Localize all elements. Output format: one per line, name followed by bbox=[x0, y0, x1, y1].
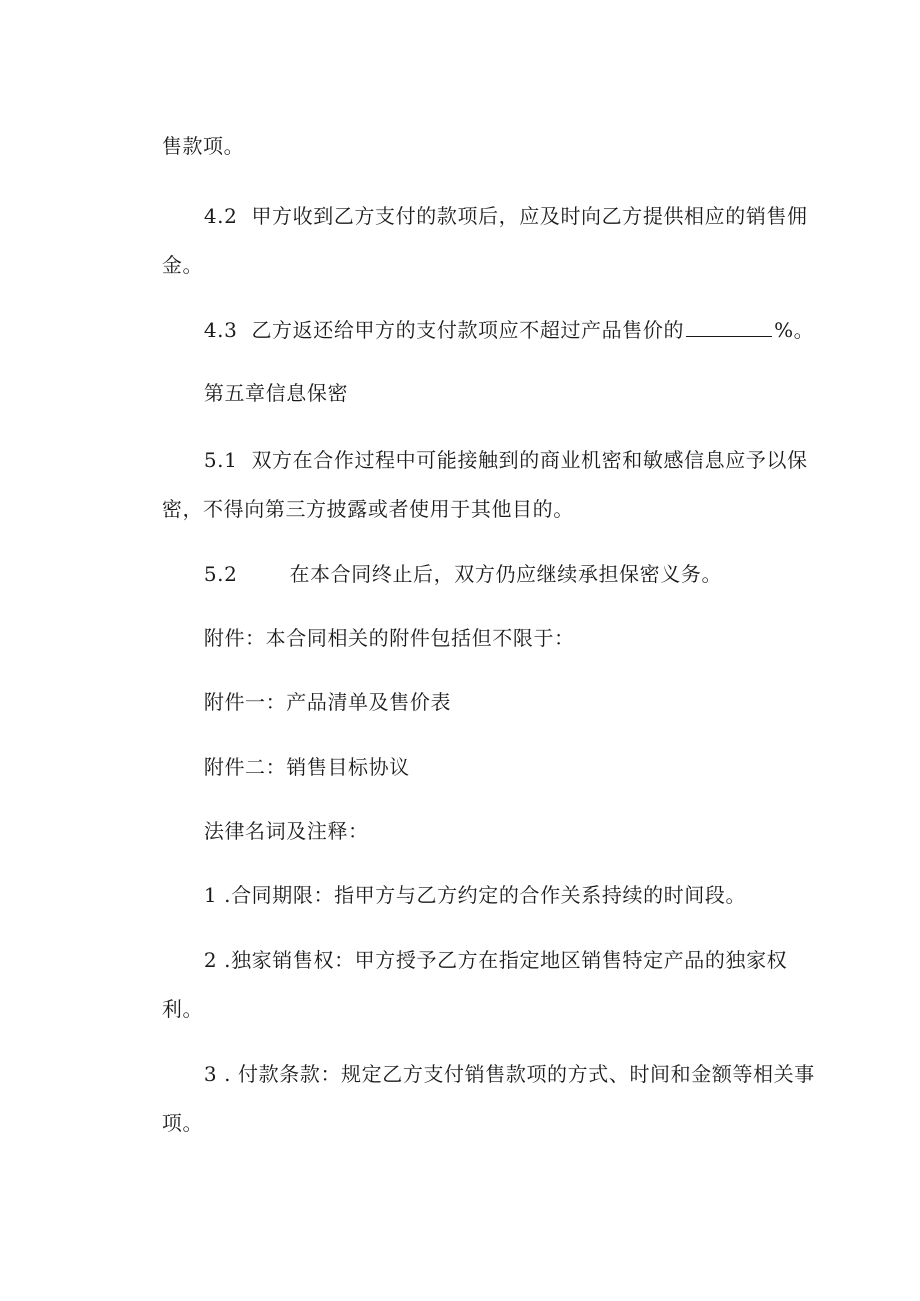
fill-in-blank bbox=[686, 318, 772, 337]
clause-text: 乙方返还给甲方的支付款项应不超过产品售价的 bbox=[251, 318, 685, 342]
line-text: 附件：本合同相关的附件包括但不限于： bbox=[203, 626, 575, 650]
line-text: 金。 bbox=[161, 253, 204, 277]
clause-number: 5.1 bbox=[203, 448, 238, 472]
line-text: 附件二：销售目标协议 bbox=[203, 755, 410, 779]
paragraph-line bbox=[134, 229, 203, 301]
clause-number: 4.2 bbox=[203, 204, 238, 228]
attachment-2 bbox=[176, 731, 410, 803]
clause-5-2 bbox=[176, 538, 722, 610]
line-text: 法律名词及注释： bbox=[203, 819, 369, 843]
clause-text: 在本合同终止后，双方仍应继续承担保密义务。 bbox=[289, 562, 723, 586]
attachments-intro bbox=[176, 602, 575, 674]
glossary-item-2 bbox=[176, 924, 787, 996]
paragraph-line bbox=[134, 973, 203, 1045]
paragraph-line bbox=[134, 1087, 203, 1159]
line-text: 利。 bbox=[161, 997, 204, 1021]
clause-number: 5.2 bbox=[203, 562, 238, 586]
line-text: 2 .独家销售权：甲方授予乙方在指定地区销售特定产品的独家权 bbox=[203, 948, 788, 972]
line-text: 1 .合同期限：指甲方与乙方约定的合作关系持续的时间段。 bbox=[203, 883, 747, 907]
paragraph-line bbox=[134, 110, 244, 182]
line-text: 3 . 付款条款：规定乙方支付销售款项的方式、时间和金额等相关事 bbox=[203, 1062, 815, 1086]
clause-text: 双方在合作过程中可能接触到的商业机密和敏感信息应予以保 bbox=[251, 448, 808, 472]
heading-text: 第五章信息保密 bbox=[203, 381, 349, 405]
glossary-item-3 bbox=[176, 1038, 815, 1110]
clause-text: 甲方收到乙方支付的款项后，应及时向乙方提供相应的销售佣 bbox=[251, 204, 808, 228]
clause-4-2 bbox=[176, 180, 808, 252]
clause-4-3 bbox=[176, 294, 814, 366]
line-text: 项。 bbox=[161, 1111, 204, 1135]
attachment-1 bbox=[176, 666, 451, 738]
clause-number: 4.3 bbox=[203, 318, 238, 342]
line-text: 附件一：产品清单及售价表 bbox=[203, 690, 452, 714]
glossary-item-1 bbox=[176, 859, 746, 931]
line-text: 密，不得向第三方披露或者使用于其他目的。 bbox=[161, 497, 574, 521]
line-text: 售款项。 bbox=[161, 134, 245, 158]
glossary-heading bbox=[176, 795, 369, 867]
clause-suffix: %。 bbox=[774, 318, 815, 342]
chapter-heading bbox=[176, 357, 348, 429]
paragraph-line bbox=[134, 473, 574, 545]
